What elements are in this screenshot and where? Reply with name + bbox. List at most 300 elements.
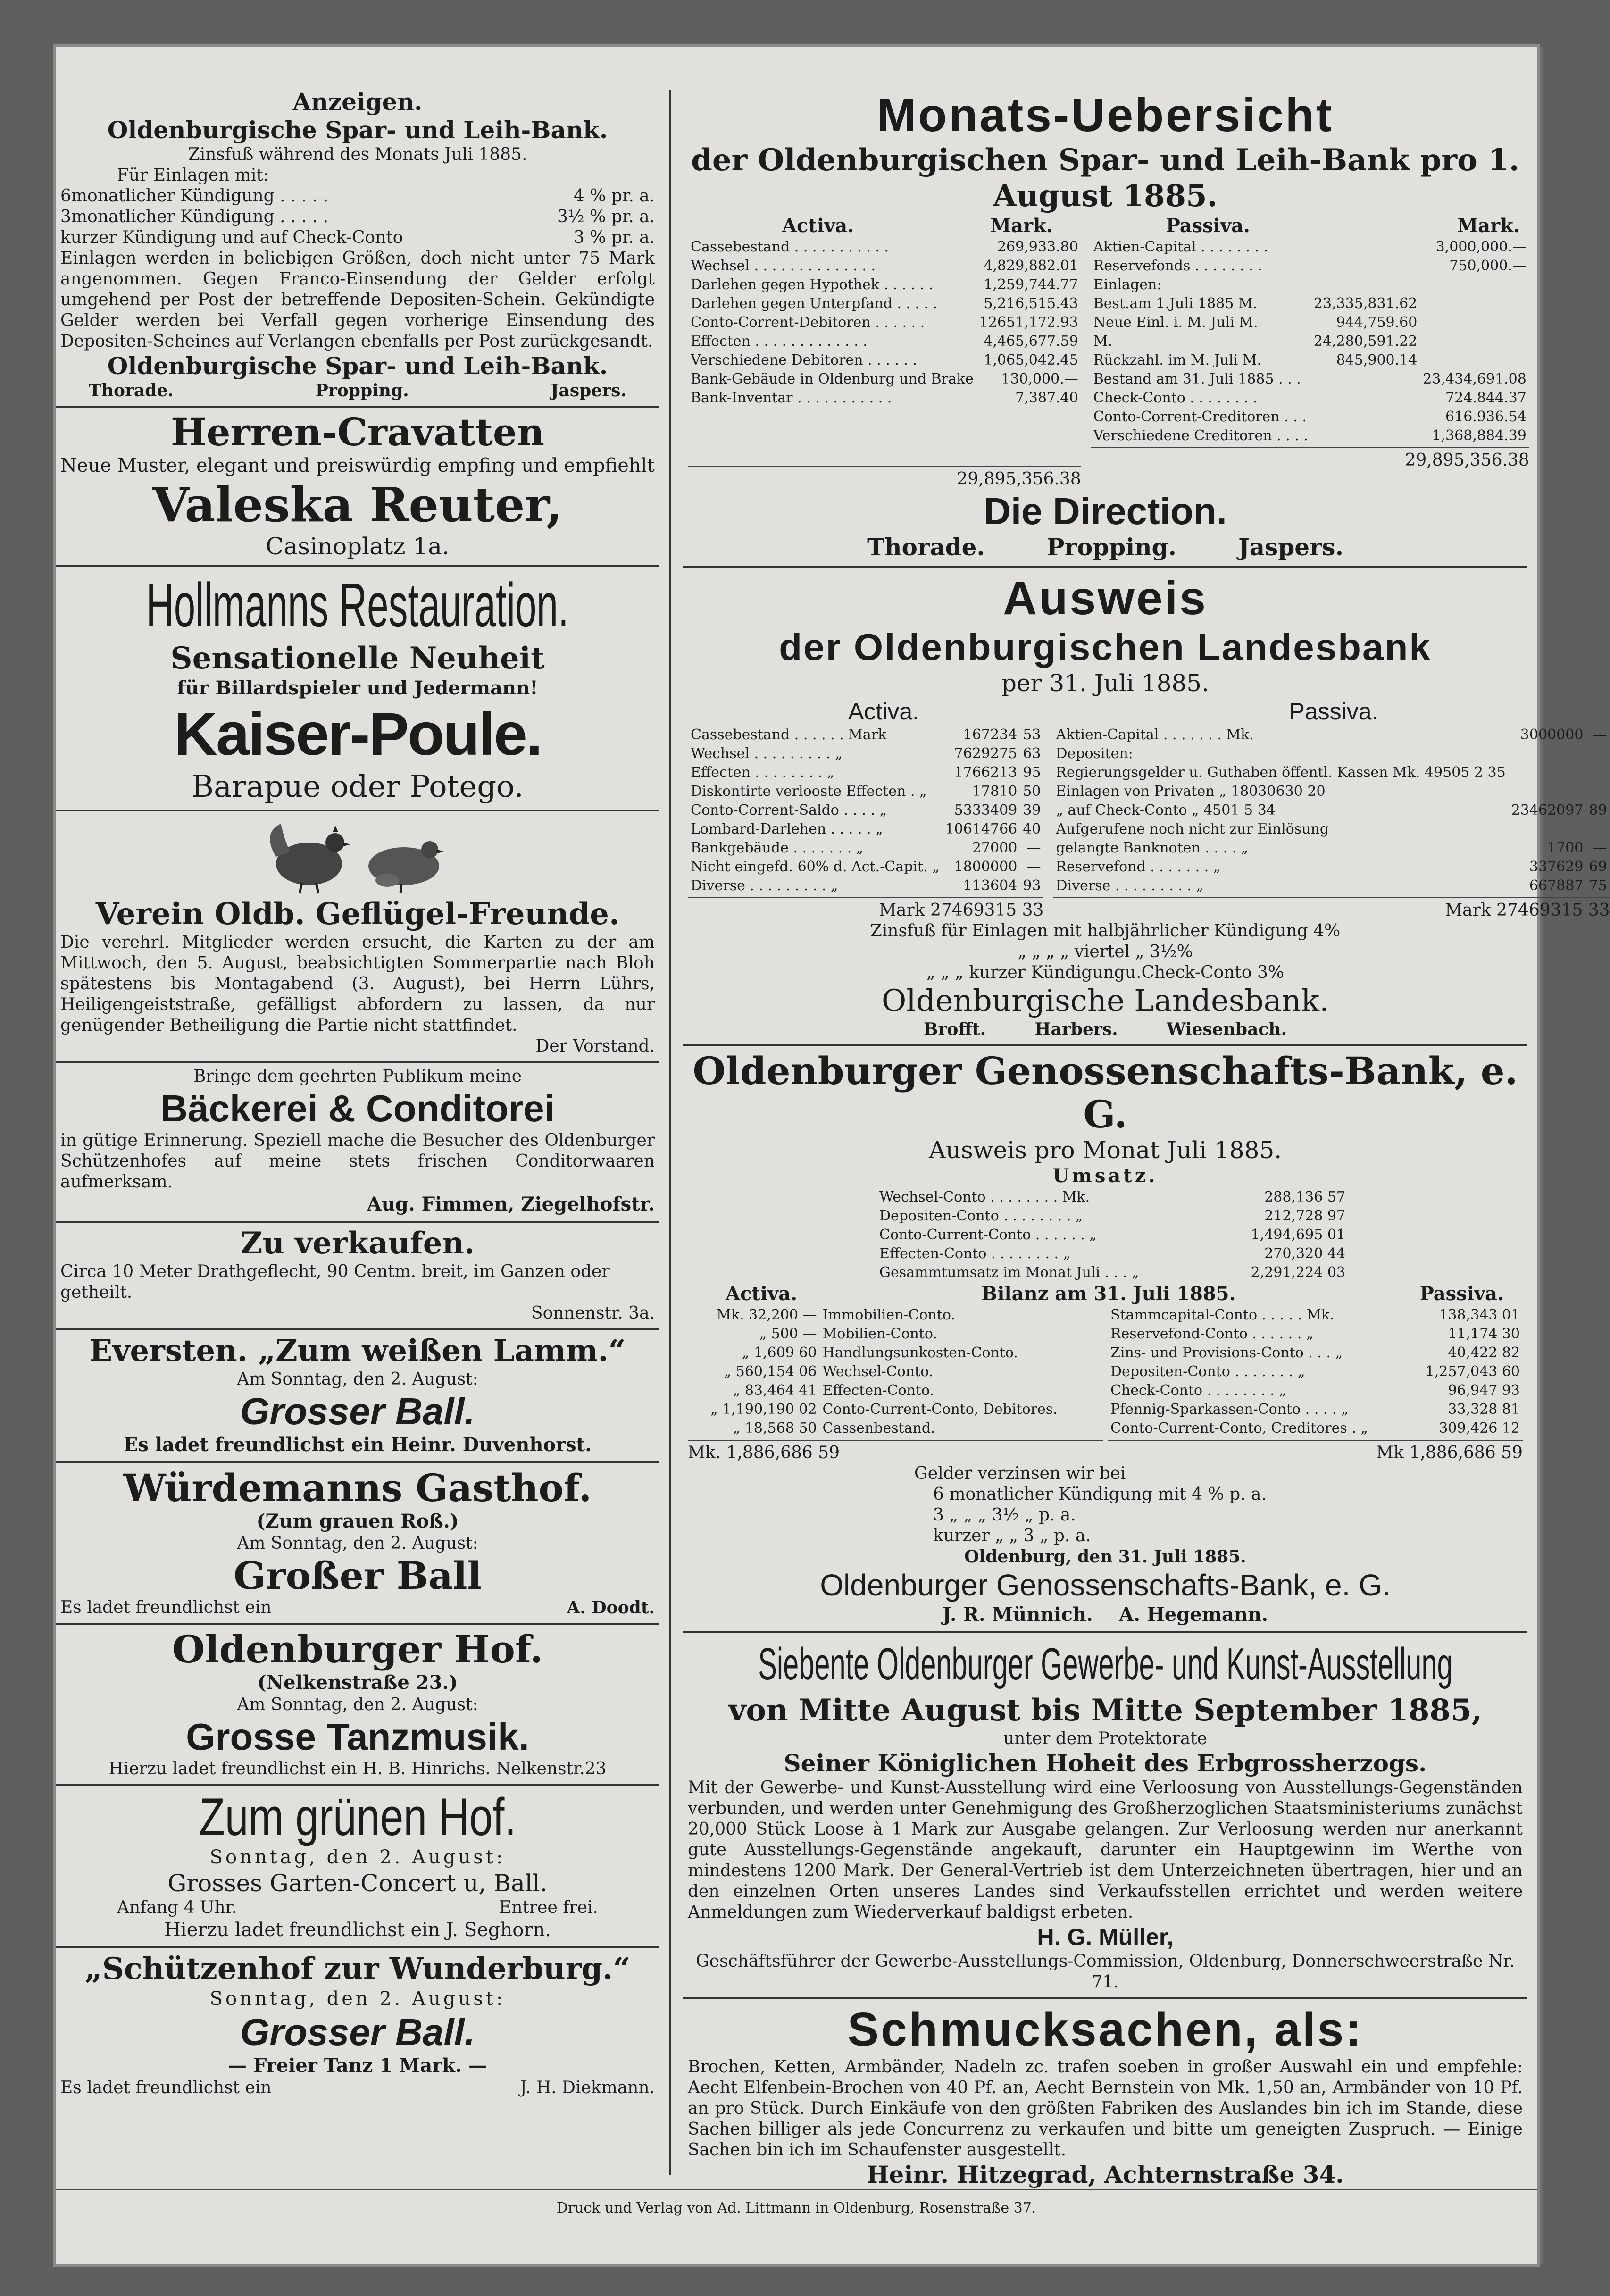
monat-sub: der Oldenburgischen Spar- und Leih-Bank pro 1. August 1885. [691,142,1519,214]
row-value: „ 1,609 60 [742,1344,817,1361]
row-label: Depositen-Conto . . . . . . . . „ [879,1208,1083,1224]
genossen-names [688,1603,1523,1627]
row-label: Cassebestand . . . . . . Mark [691,726,887,743]
row-label: Wechsel . . . . . . . . . „ [691,745,843,762]
ausweis-zins2: „ „ „ „ viertel „ 3½% [1018,942,1193,961]
hollmann-ad [56,567,659,811]
table-row [1053,744,1610,763]
eversten-sign: Es ladet freundlichst ein Heinr. Duvenhorst. [123,1434,592,1456]
direction-title: Die Direction. [984,490,1227,532]
row-label: Stammcapital-Conto . . . . . Mk. [1110,1307,1335,1323]
bilanz-activa-label: Activa. [726,1283,798,1305]
row-value: 1,368,884.39 [1432,427,1527,444]
bank-rate2: 3½ % pr. a. [557,207,655,226]
ausweis-zins1: Zinsfuß für Einlagen mit halbjährlicher Kündigung 4% [870,921,1341,941]
row-subvalue [1311,257,1420,276]
monat-passiva-rule [1091,447,1529,448]
row-label: Bank-Gebäude in Oldenburg und Brake [691,371,974,387]
wuerdemann-date: Am Sonntag, den 2. August: [237,1534,478,1553]
genossen-title: Oldenburger Genossenschafts-Bank, e. G. [692,1049,1518,1136]
row-subvalue: 845,900.14 [1336,352,1418,368]
row-pf: — [1593,726,1607,743]
row-label: Darlehen gegen Hypothek . . . . . . [691,276,934,293]
row-label: Conto-Corrent-Debitoren . . . . . . [691,314,925,331]
row-label: Verschiedene Debitoren . . . . . . [691,352,918,368]
row-value: 667887 [1529,877,1584,894]
table-row [1091,257,1529,276]
table-row [688,276,1081,294]
table-row [688,351,1081,370]
row-label: Wechsel-Conto. [822,1363,934,1380]
row-value: 1700 [1547,840,1584,856]
table-row [876,1207,1348,1226]
row-label: Conto-Corrent-Saldo . . . . „ [691,802,887,818]
ausstellung-hoheit: Seiner Königlichen Hoheit des Erbgrossherzogs. [784,1749,1427,1777]
ausweis-activa-rule [688,897,1043,898]
ausweis-activa-label: Activa. [848,698,919,725]
kaiser-poule: Kaiser-Poule. [174,701,542,768]
verkaufen-title: Zu verkaufen. [240,1226,475,1261]
ausstellung-sign2: Geschäftsführer der Gewerbe-Ausstellungs-Commission, Oldenburg, Donnerschweerstraße Nr. 71. [696,1952,1515,1992]
hollmann-title-wrap [60,570,655,641]
eversten-ad [56,1330,659,1463]
row-label: Reservefond-Conto . . . . . . „ [1110,1326,1314,1342]
bilanz-passiva-label: Passiva. [1419,1283,1504,1305]
gruen-event: Grosses Garten-Concert u, Ball. [167,1870,548,1897]
row-value: 616.936.54 [1445,409,1527,425]
row-value [1420,332,1529,351]
row-label: Best.am 1.Juli 1885 M. [1093,295,1258,312]
row-value: 270,320 44 [1264,1245,1345,1262]
row-value: 750,000.— [1449,258,1527,274]
verkaufen-text: Circa 10 Meter Drathgeflecht, 90 Centm. breit, im Ganzen oder getheilt. [60,1262,610,1302]
ausweis-passiva-total: Mark 27469315 33 [1445,901,1610,920]
row-label: Nicht eingefd. 60% d. Act.-Capit. „ [691,859,940,875]
gelder2: 6 monatlicher Kündigung mit 4 % p. a. [933,1485,1267,1504]
bank-rate1-label: 6monatlicher Kündigung . . . . . [60,186,329,206]
cravatten-title: Herren-Cravatten [171,410,544,454]
row-label: Effecten . . . . . . . . . . . . . [691,333,868,350]
newspaper-page [56,47,1610,2264]
table-row [688,257,1081,276]
table-row [688,332,1081,351]
wuerdemann-title: Würdemanns Gasthof. [123,1466,592,1510]
direction-name-2: Propping. [1047,533,1176,561]
table-row [688,1325,1103,1344]
row-value: 138,343 01 [1439,1307,1520,1323]
right-column [683,85,1610,2188]
row-value: 1,494,695 01 [1251,1227,1345,1243]
casinoplatz: Casinoplatz 1a. [266,533,450,560]
bilanz-activa-table [688,1306,1103,1438]
wuerdemann-sign-right: A. Doodt. [567,1598,655,1618]
table-row [1053,858,1610,877]
row-value: 1766213 [954,764,1018,781]
barapue: Barapue oder Potego. [192,769,524,804]
row-value: 27000 [972,840,1018,856]
hof-title: Oldenburger Hof. [172,1627,543,1671]
table-row [688,370,1081,389]
row-label: gelangte Banknoten . . . . „ [1056,840,1249,856]
bank-rate3-label: kurzer Kündigung und auf Check-Conto [60,228,403,247]
schuetzenhof-sign-left: Es ladet freundlichst ein [60,2078,272,2097]
row-label: Handlungsunkosten-Conto. [822,1344,1018,1361]
bank-sign: Oldenburgische Spar- und Leih-Bank. [107,352,608,380]
row-value [1509,782,1586,801]
row-label: Conto-Current-Conto, Debitores. [822,1401,1058,1418]
row-value: 1,065,042.45 [984,352,1078,368]
hof-ad [56,1625,659,1786]
bank-name-2: Propping. [315,381,409,401]
gelder1: Gelder verzinsen wir bei [914,1464,1126,1483]
rooster-icon [262,814,356,894]
gruen-date: Sonntag, den 2. August: [209,1846,506,1868]
genossen-section [683,1046,1527,1633]
table-row [688,820,1043,839]
bilanz-passiva-total: Mk 1,886,686 59 [1376,1443,1523,1462]
row-subvalue: 23,335,831.62 [1313,295,1418,312]
row-value: 7,387.40 [1015,390,1078,406]
row-subvalue [1311,370,1420,389]
row-value: 23,434,691.08 [1423,371,1527,387]
row-label: Effecten . . . . . . . . „ [691,764,834,781]
gruen-title-wrap [60,1789,655,1845]
genossen-name-2: A. Hegemann. [1119,1603,1268,1626]
bilanz-activa-block [688,1306,1103,1463]
row-value: „ 500 — [759,1326,817,1342]
hollmann-title: Hollmanns Restauration. [146,570,569,640]
schmuck-section [683,1999,1527,2194]
table-row [688,782,1043,801]
row-pf [1586,782,1610,801]
row-subvalue [1311,426,1420,445]
table-row [688,1344,1103,1362]
table-row [1053,782,1610,801]
baeckerei-title: Bäckerei & Conditorei [160,1087,555,1129]
table-row [1091,238,1529,257]
bank-rate3-row [60,227,655,248]
row-label: Conto-Current-Conto . . . . . . „ [879,1227,1097,1243]
table-row [688,858,1043,877]
row-pf: 95 [1023,764,1041,781]
bird-illustration [60,814,655,896]
ausweis-sign: Oldenburgische Landesbank. [881,984,1329,1019]
table-row [1091,408,1529,426]
table-row [688,313,1081,332]
table-row [1108,1344,1523,1362]
gruen-title: Zum grünen Hof. [199,1787,517,1846]
table-row [1091,294,1529,313]
eversten-ball: Grosser Ball. [240,1390,475,1432]
bank-rate1: 4 % pr. a. [573,186,655,206]
table-row [688,1400,1103,1419]
row-value: 212,728 97 [1264,1208,1345,1224]
row-pf: 39 [1023,802,1041,818]
wuerdemann-ad [56,1463,659,1625]
sensation: Sensationelle Neuheit [170,641,545,676]
row-label: Neue Einl. i. M. Juli M. [1093,314,1258,331]
row-value: 337629 [1529,859,1584,875]
schuetzenhof-ball: Grosser Ball. [240,2011,475,2053]
row-value: 2,291,224 03 [1251,1264,1345,1281]
wuerdemann-sign [60,1597,655,1618]
monat-activa-header [688,214,1081,238]
row-label: Mobilien-Conto. [822,1326,937,1342]
row-value [1509,763,1586,782]
bank-text: Einlagen werden in beliebigen Größen, doch nicht unter 75 Mark angenommen. Gegen Franco-Einsendung der Gelder erfolgt umgehend per Post der betreffende Depositen-Schein. Gekündigte Gelder werden bei Verfall gegen vorherige Einsendung des Depositen-Scheines auf Verlangen ebenfalls per Post zurückgesandt. [60,249,655,351]
hof-date: Am Sonntag, den 2. August: [237,1695,478,1714]
bank-rate2-label: 3monatlicher Kündigung . . . . . [60,207,329,226]
bank-rate1-row [60,186,655,207]
hof-sub: (Nelkenstraße 23.) [257,1671,458,1694]
row-value: 130,000.— [1001,371,1078,387]
bilanz-passiva-table [1108,1306,1523,1438]
bank-names [60,380,655,401]
bank-name-3: Jaspers. [551,381,626,401]
monat-passiva-header [1091,214,1529,238]
ausweis-activa-total: Mark 27469315 33 [879,901,1044,920]
row-value [1509,820,1586,839]
row-label: Effecten-Conto. [822,1382,934,1399]
direction-name-3: Jaspers. [1238,533,1343,561]
row-value: 96,947 93 [1448,1382,1520,1399]
row-value: „ 83,464 41 [733,1382,817,1399]
hof-event: Grosse Tanzmusik. [186,1716,529,1758]
row-label: Aktien-Capital . . . . . . . Mk. [1056,726,1254,743]
table-row [688,726,1043,744]
cravatten-text: Neue Muster, elegant und preiswürdig empfing und empfiehlt [60,455,655,476]
table-row [1108,1306,1523,1325]
table-row [1091,276,1529,294]
row-label: Reservefond . . . . . . . „ [1056,859,1221,875]
ausweis-passiva-rule [1053,897,1610,898]
row-value: Mk. 32,200 — [717,1307,817,1323]
row-value: 309,426 12 [1439,1420,1520,1436]
table-row [1053,763,1610,782]
row-value [1420,276,1529,294]
table-row [1053,820,1610,839]
verein-title: Verein Oldb. Geflügel-Freunde. [95,896,620,932]
row-label: Wechsel . . . . . . . . . . . . . . [691,258,876,274]
row-label: Darlehen gegen Unterpfand . . . . . [691,295,938,312]
table-row [1053,801,1610,820]
row-subvalue [1311,238,1420,257]
monat-title: Monats-Uebersicht [876,89,1334,142]
monat-tables [688,214,1529,490]
ausweis-name-2: Harbers. [1034,1019,1118,1039]
table-row [1108,1325,1523,1344]
row-label: Check-Conto . . . . . . . . „ [1110,1382,1286,1399]
schuetzenhof-ad [56,1948,659,2103]
schuetzenhof-tanz: — Freier Tanz 1 Mark. — [228,2054,487,2077]
row-value: 5333409 [954,802,1018,818]
ausweis-title: Ausweis [1003,572,1208,625]
hof-sign: Hierzu ladet freundlichst ein H. B. Hinrichs. Nelkenstr.23 [108,1759,607,1778]
row-value: „ 1,190,190 02 [710,1401,817,1418]
row-pf: 75 [1589,877,1607,894]
row-value: 17810 [972,783,1018,800]
ausweis-zins3: „ „ „ kurzer Kündigungu.Check-Conto 3% [926,963,1285,982]
cravatten-ad [56,408,659,567]
ausweis-tables [688,697,1610,921]
row-value: 40,422 82 [1448,1344,1520,1361]
row-value: 4,465,677.59 [984,333,1078,350]
table-row [1053,726,1610,744]
monat-activa-mark: Mark. [990,215,1053,237]
table-row [688,389,1081,408]
table-row [688,1306,1103,1325]
row-label: Cassebestand . . . . . . . . . . . [691,239,889,255]
genossen-place: Oldenburg, den 31. Juli 1885. [964,1547,1246,1567]
row-pf: 53 [1023,726,1041,743]
row-label: Aufgerufene noch nicht zur Einlösung [1056,821,1329,837]
table-row [1091,426,1529,445]
ausstellung-date: von Mitte August bis Mitte September 1885, [728,1693,1482,1728]
table-row [1108,1400,1523,1419]
umsatz-heading: Umsatz. [1052,1165,1158,1187]
row-value: 3000000 [1520,726,1584,743]
umsatz-table [876,1188,1348,1282]
row-label: Immobilien-Conto. [822,1307,956,1323]
ausstellung-sign: H. G. Müller, [1037,1924,1174,1950]
wuerdemann-sign-left: Es ladet freundlichst ein [60,1598,272,1617]
bank-rate2-row [60,207,655,227]
ausweis-passiva-table [1053,726,1610,895]
row-pf [1586,744,1610,763]
row-label: Bestand am 31. Juli 1885 . . . [1093,371,1301,387]
row-pf: — [1593,840,1607,856]
row-label: Verschiedene Creditoren . . . . [1093,427,1308,444]
gruen-info [60,1897,655,1918]
row-value: 1,259,744.77 [984,276,1078,293]
table-row [688,1419,1103,1438]
row-value: 724.844.37 [1445,390,1527,406]
schmuck-title: Schmucksachen, als: [847,2003,1363,2056]
row-value: 1,257,043 60 [1425,1363,1520,1380]
row-label: Depositen-Conto . . . . . . . „ [1110,1363,1305,1380]
row-subvalue [1311,408,1420,426]
row-value: 3,000,000.— [1435,239,1527,255]
baeckerei-sign: Aug. Fimmen, Ziegelhofstr. [367,1193,655,1215]
eversten-date: Am Sonntag, den 2. August: [237,1369,478,1389]
table-row [876,1188,1348,1207]
row-label: Zins- und Provisions-Conto . . . „ [1110,1344,1343,1361]
row-label: Aktien-Capital . . . . . . . . [1093,239,1268,255]
reuter-name: Valeska Reuter, [152,477,563,533]
row-value: 167234 [963,726,1018,743]
verein-ad [56,811,659,1063]
verein-text: Die verehrl. Mitglieder werden ersucht, die Karten zu der am Mittwoch, den 5. August, beabsichtigten Sommerpartie nach Bloh spätestens bis Montagabend (3. August), bei Herrn Lührs, Heiligengeiststraße, gefälligst abfordern zu lassen, da nur genügender Betheiligung die Partie nicht stattfindet. [60,933,655,1035]
row-value: 5,216,515.43 [984,295,1078,312]
ausweis-names [688,1019,1523,1040]
monat-passiva-block [1091,214,1529,490]
table-row [876,1226,1348,1244]
table-row [1108,1419,1523,1438]
table-row [688,801,1043,820]
row-value: 23462097 [1511,802,1584,818]
monat-activa-table [688,238,1081,408]
wuerdemann-ball: Großer Ball [234,1553,482,1598]
row-subvalue: 24,280,591.22 [1313,333,1418,350]
row-label: Einlagen von Privaten „ 18030630 20 [1056,783,1326,800]
row-value: 288,136 57 [1264,1189,1345,1205]
gelder4: kurzer „ „ 3 „ p. a. [933,1526,1091,1545]
row-pf: 40 [1023,821,1041,837]
table-row [876,1263,1348,1282]
row-label: Rückzahl. im M. Juli M. [1093,352,1261,368]
table-row [1053,877,1610,895]
schuetzenhof-title: „Schützenhof zur Wunderburg.“ [84,1951,631,1987]
table-row [1091,313,1529,332]
row-value: „ 560,154 06 [724,1363,817,1380]
monat-passiva-mark: Mark. [1457,215,1520,237]
anzeigen-heading: Anzeigen. [292,88,423,116]
ausstellung-section [683,1633,1527,1999]
table-row [1091,389,1529,408]
schuetzenhof-sign-right: J. H. Diekmann. [520,2078,655,2097]
table-row [1053,839,1610,858]
row-value [1420,294,1529,313]
ausstellung-title: Siebente Oldenburger Gewerbe- und Kunst-Ausstellung [758,1639,1453,1689]
monat-spacer [688,408,1081,464]
direction-names [688,533,1523,561]
monat-activa-rule [688,466,1081,467]
row-label: Reservefonds . . . . . . . . [1093,258,1262,274]
bank-rate3: 3 % pr. a. [573,228,655,247]
ausstellung-text: Mit der Gewerbe- und Kunst-Ausstellung wird eine Verloosung von Ausstellungs-Gegenständen verbunden, und werden unter Genehmigung des Großherzoglichen Staatsministeriums zunächst 20,000 Stück Loose à 1 Mark zur Ausgabe gelangen. Zur Verloosung werden nur anerkannt gute Ausstellungs-Gegenstände angekauft, darunter ein Hauptgewinn im Werthe von mindestens 1200 Mark. Der General-Vertrieb ist dem Unterzeichneten übertragen, hier und an den einzelnen Orten unseres Landes sind Verkaufsstellen errichtet und werden weitere Anmeldungen zum Wiederverkauf baldigst erbeten. [688,1778,1523,1922]
row-label: Effecten-Conto . . . . . . . . „ [879,1245,1071,1262]
bilanz-activa-rule [688,1440,1103,1441]
row-label: Conto-Current-Conto, Creditores . „ [1110,1420,1368,1436]
table-row [1108,1381,1523,1400]
row-pf: — [1026,859,1041,875]
table-row [688,1362,1103,1381]
bank-name-1: Thorade. [89,381,174,401]
row-subvalue [1311,276,1420,294]
row-label: Gesammtumsatz im Monat Juli . . . „ [879,1264,1139,1281]
row-pf: 69 [1589,859,1607,875]
row-pf: 50 [1023,783,1041,800]
row-label: Diverse . . . . . . . . . „ [1056,877,1204,894]
baeckerei-text: in gütige Erinnerung. Speziell mache die Besucher des Oldenburger Schützenhofes auf meine stets frischen Conditorwaaren aufmerksam. [60,1131,655,1192]
table-row [1091,351,1529,370]
row-label: Cassenbestand. [822,1420,935,1436]
table-row [688,1381,1103,1400]
row-label: Wechsel-Conto . . . . . . . . Mk. [879,1189,1090,1205]
gelder3: 3 „ „ „ 3½ „ p. a. [933,1505,1076,1525]
gruen-ad [56,1786,659,1948]
ausweis-section [683,568,1610,1046]
genossen-name-1: J. R. Münnich. [943,1603,1093,1626]
row-label: „ auf Check-Conto „ 4501 5 34 [1056,802,1276,818]
row-label: Conto-Corrent-Creditoren . . . [1093,409,1307,425]
row-label: M. [1093,333,1112,350]
row-value [1509,744,1586,763]
bilanz-passiva-rule [1108,1440,1523,1441]
table-row [688,238,1081,257]
imprint: Druck und Verlag von Ad. Littmann in Oldenburg, Rosenstraße 37. [56,2189,1537,2216]
row-label: Pfennig-Sparkassen-Conto . . . . „ [1110,1401,1349,1418]
billard: für Billardspieler und Jedermann! [177,677,538,699]
table-row [688,763,1043,782]
schuetzenhof-date: Sonntag, den 2. August: [209,1988,506,2010]
monat-passiva-label: Passiva. [1166,215,1250,237]
bilanz-activa-total: Mk. 1,886,686 59 [688,1443,840,1462]
row-value [1420,313,1529,332]
row-label: Einlagen: [1093,276,1162,293]
table-row [1091,370,1529,389]
baeckerei-intro: Bringe dem geehrten Publikum meine [193,1067,522,1086]
